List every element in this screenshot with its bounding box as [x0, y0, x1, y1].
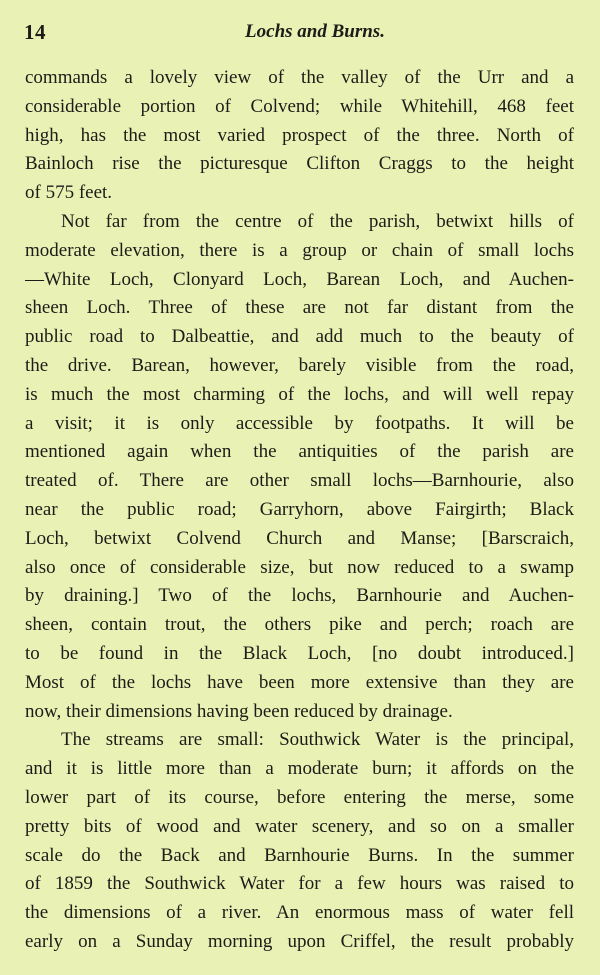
text-line: to be found in the Black Loch, [no doubt introduced.] — [25, 642, 574, 664]
text-line: sheen Loch. Three of these are not far distant from the — [25, 297, 574, 319]
text-line: Loch, betwixt Colvend Church and Manse; [Barscraich, — [25, 527, 574, 549]
text-line: Most of the lochs have been more extensive than they are — [25, 671, 574, 693]
text-line: and it is little more than a moderate burn; it affords on the — [25, 758, 574, 780]
text-line: lower part of its course, before entering the merse, some — [25, 786, 574, 808]
text-line: the dimensions of a river. An enormous mass of water fell — [25, 902, 574, 924]
text-line: of 1859 the Southwick Water for a few hours was raised to — [25, 873, 574, 895]
text-line: a visit; it is only accessible by footpaths. It will be — [25, 412, 574, 434]
text-line: scale do the Back and Barnhourie Burns. In the summer — [25, 844, 574, 866]
text-line: The streams are small: Southwick Water is the principal, — [61, 729, 574, 751]
text-line: now, their dimensions having been reduced by drainage. — [25, 700, 453, 722]
text-line: also once of considerable size, but now reduced to a swamp — [25, 556, 574, 578]
body-text — [25, 64, 574, 957]
text-line: Not far from the centre of the parish, betwixt hills of — [61, 210, 574, 232]
text-line: Bainloch rise the picturesque Clifton Craggs to the height — [25, 153, 574, 175]
text-line: near the public road; Garryhorn, above Fairgirth; Black — [25, 498, 574, 520]
text-line: commands a lovely view of the valley of the Urr and a — [25, 67, 574, 88]
text-line: public road to Dalbeattie, and add much to the beauty of — [25, 326, 574, 348]
page-header — [24, 20, 576, 50]
text-line: by draining.] Two of the lochs, Barnhourie and Auchen- — [25, 585, 574, 607]
text-line: the drive. Barean, however, barely visible from the road, — [25, 354, 574, 376]
page-number: 14 — [24, 20, 46, 44]
text-line: high, has the most varied prospect of the three. North of — [25, 124, 574, 146]
text-line: moderate elevation, there is a group or chain of small lochs — [25, 239, 574, 261]
text-line: mentioned again when the antiquities of the parish are — [25, 441, 574, 463]
text-line: of 575 feet. — [25, 182, 113, 204]
text-line: pretty bits of wood and water scenery, and so on a smaller — [25, 815, 574, 837]
running-title: Lochs and Burns. — [245, 21, 385, 42]
text-line: treated of. There are other small lochs—Barnhourie, also — [25, 470, 574, 492]
text-line: considerable portion of Colvend; while Whitehill, 468 feet — [25, 95, 574, 117]
text-line: sheen, contain trout, the others pike and perch; roach are — [25, 614, 574, 636]
text-line: early on a Sunday morning upon Criffel, the result probably — [25, 930, 574, 952]
text-line: is much the most charming of the lochs, and will well repay — [25, 383, 574, 405]
text-line: —White Loch, Clonyard Loch, Barean Loch, and Auchen- — [25, 268, 574, 290]
